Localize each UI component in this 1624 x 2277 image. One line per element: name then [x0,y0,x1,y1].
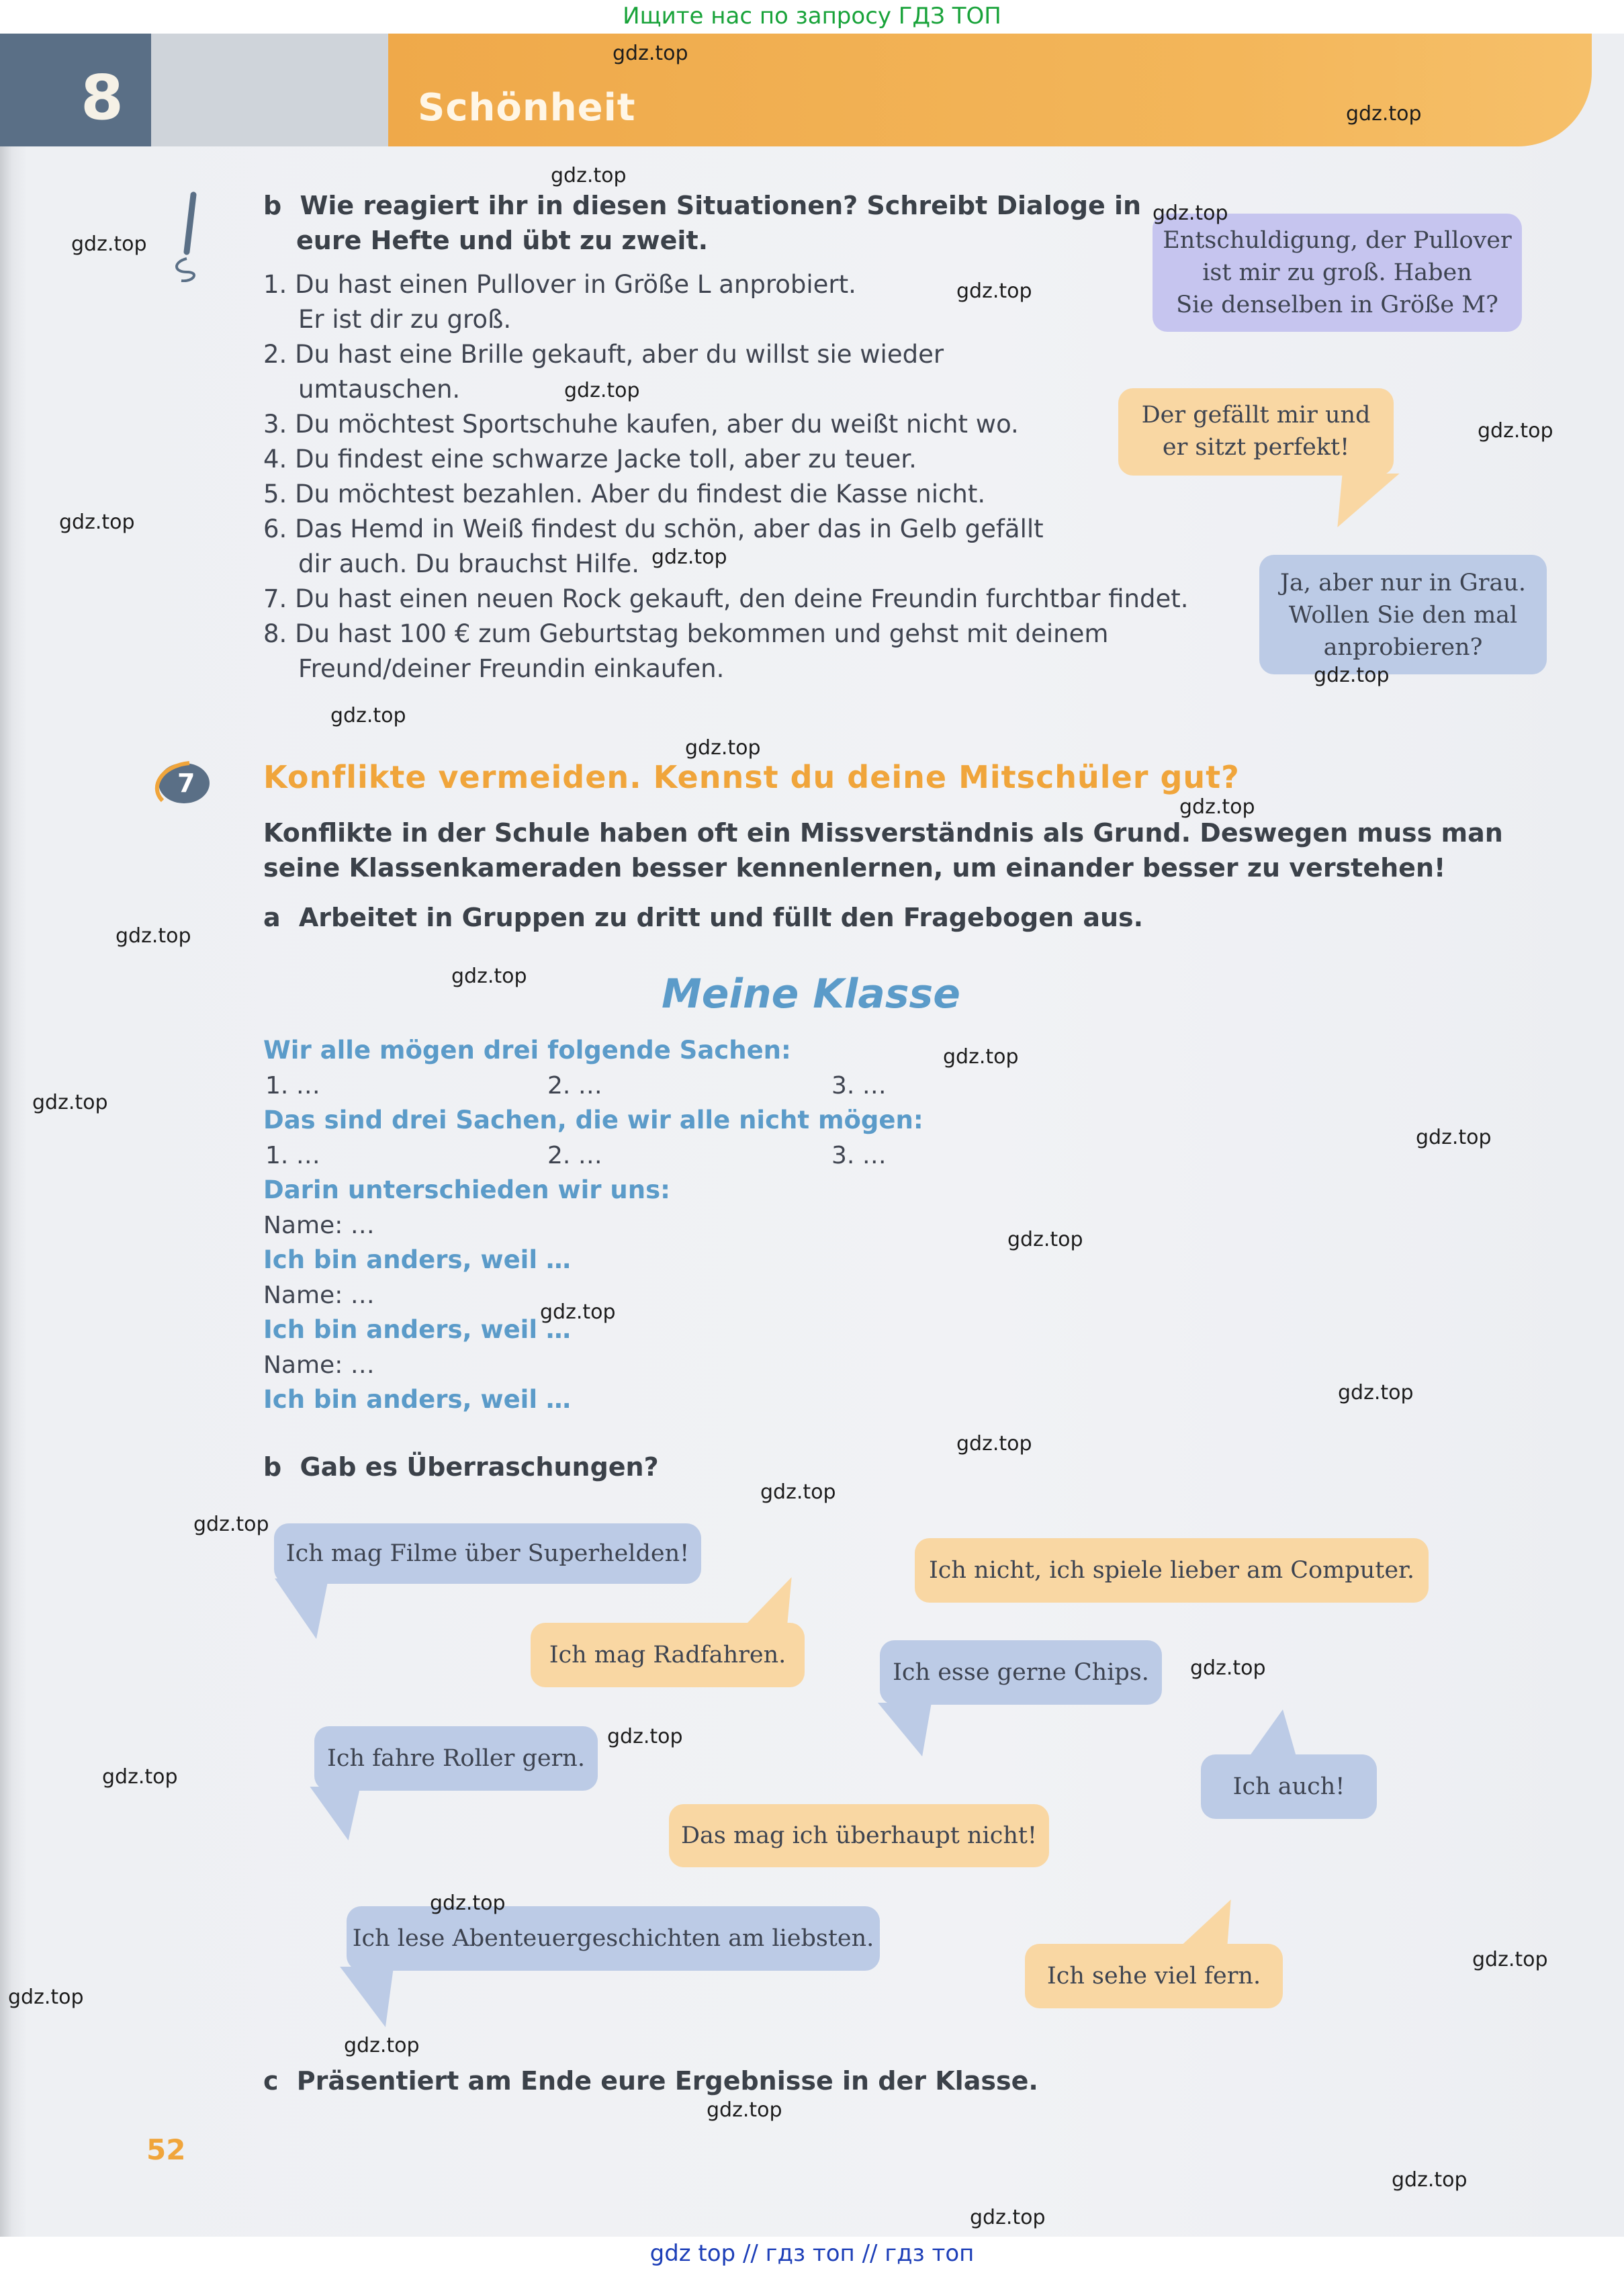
watermark-text: gdz.top [1153,202,1228,225]
task-b-heading-line1: Wie reagiert ihr in diesen Situationen? Schreibt Dialoge in [300,191,1142,220]
situation-item: 8. Du hast 100 € zum Geburtstag bekommen und gehst mit deinem [263,619,1109,648]
watermark-text: gdz.top [685,736,761,760]
watermark-text: gdz.top [970,2206,1046,2229]
form-question-likes: Wir alle mögen drei folgende Sachen: [263,1036,791,1065]
bubble-line: anprobieren? [1323,634,1483,661]
situation-item: dir auch. Du brauchst Hilfe. [298,549,639,578]
top-search-note[interactable]: Ищите нас по запросу ГДЗ ТОП [623,3,1001,30]
situation-item: 2. Du hast eine Brille gekauft, aber du willst sie wieder [263,340,944,369]
watermark-text: gdz.top [651,545,727,569]
form-slot: 2. … [547,1072,602,1100]
form-slot: 3. … [831,1142,887,1169]
watermark-text: gdz.top [1314,664,1390,687]
speech-bubble-me-too: Ich auch! [1201,1754,1377,1819]
task7-a-label: a [263,903,281,932]
situation-item: umtauschen. [298,375,461,404]
bubble-tail [1249,1709,1296,1756]
watermark-text: gdz.top [1190,1656,1266,1680]
watermark-text: gdz.top [1416,1126,1492,1149]
bubble-line: er sitzt perfekt! [1162,434,1350,461]
watermark-text: gdz.top [344,2034,420,2057]
form-slot: 3. … [831,1072,887,1100]
task7-intro-line1: Konflikte in der Schule haben oft ein Missverständnis als Grund. Deswegen muss man [263,818,1503,848]
form-question-differences: Darin unterschieden wir uns: [263,1175,670,1204]
task7-b-label: b [263,1452,282,1482]
watermark-text: gdz.top [760,1480,836,1504]
exclamation-icon [167,188,207,282]
dialog-bubble-fits [1118,388,1394,476]
watermark-text: gdz.top [1338,1381,1414,1404]
form-different-because: Ich bin anders, weil … [263,1385,571,1414]
bubble-line: Entschuldigung, der Pullover [1163,227,1512,254]
watermark-text: gdz.top [956,1432,1032,1456]
watermark-text: gdz.top [430,1891,506,1915]
speech-bubble-scooter: Ich fahre Roller gern. [314,1726,598,1791]
dialog-bubble-grey [1259,555,1547,674]
task-number-badge [149,760,214,809]
watermark-text: gdz.top [943,1045,1019,1069]
speech-bubble-tv: Ich sehe viel fern. [1025,1944,1283,2008]
speech-bubble-chips: Ich esse gerne Chips. [880,1640,1162,1705]
form-slot: 1. … [265,1142,320,1169]
bottom-search-note[interactable]: gdz top // гдз топ // гдз топ [649,2240,975,2267]
page-number: 52 [146,2133,186,2166]
speech-bubble-superheroes: Ich mag Filme über Superhelden! [274,1523,701,1584]
watermark-text: gdz.top [1392,2168,1468,2192]
unit-number-box [0,34,151,146]
header-grey-band [151,34,390,146]
situation-item: 6. Das Hemd in Weiß findest du schön, aber das in Gelb gefällt [263,515,1044,543]
watermark-text: gdz.top [1478,419,1553,443]
unit-title: Schönheit [418,86,636,130]
watermark-text: gdz.top [59,510,135,534]
watermark-text: gdz.top [540,1300,616,1324]
form-name-field: Name: … [263,1212,375,1239]
speech-bubble-adventure: Ich lese Abenteuergeschichten am liebsten. [347,1906,880,1971]
form-name-field: Name: … [263,1351,375,1379]
watermark-text: gdz.top [1179,795,1255,819]
bubble-line: Sie denselben in Größe M? [1176,292,1498,318]
form-question-dislikes: Das sind drei Sachen, die wir alle nicht mögen: [263,1106,923,1134]
watermark-text: gdz.top [451,965,527,988]
watermark-text: gdz.top [1346,102,1422,126]
situation-item: Freund/deiner Freundin einkaufen. [298,654,725,683]
watermark-text: gdz.top [1472,1948,1548,1971]
watermark-text: gdz.top [607,1725,683,1748]
bubble-line: Ja, aber nur in Grau. [1279,570,1526,596]
task7-title: Konflikte vermeiden. Kennst du deine Mitschüler gut? [263,759,1240,795]
watermark-text: gdz.top [116,924,191,948]
task7-c-text: Präsentiert am Ende eure Ergebnisse in der Klasse. [296,2066,1038,2096]
situation-item: 1. Du hast einen Pullover in Größe L anprobiert. [263,270,856,299]
situation-item: 7. Du hast einen neuen Rock gekauft, den deine Freundin furchtbar findet. [263,584,1189,613]
bubble-line: Wollen Sie den mal [1288,602,1518,629]
task7-b-text: Gab es Überraschungen? [300,1452,659,1482]
situation-item: Er ist dir zu groß. [298,305,512,334]
situation-item: 3. Du möchtest Sportschuhe kaufen, aber du weißt nicht wo. [263,410,1019,439]
task7-intro-line2: seine Klassenkameraden besser kennenlernen, um einander besser zu verstehen! [263,853,1446,883]
watermark-text: gdz.top [707,2098,782,2122]
speech-bubble-not-at-all: Das mag ich überhaupt nicht! [669,1804,1049,1867]
task-b-heading-line2: eure Hefte und übt zu zweit. [296,226,709,255]
task7-c-label: c [263,2066,279,2096]
watermark-text: gdz.top [193,1513,269,1536]
watermark-text: gdz.top [551,164,627,187]
speech-bubble-computer: Ich nicht, ich spiele lieber am Computer. [915,1538,1429,1603]
situation-item: 4. Du findest eine schwarze Jacke toll, aber zu teuer. [263,445,917,474]
watermark-text: gdz.top [564,379,640,402]
task-b-label: b [263,191,282,220]
watermark-text: gdz.top [32,1091,108,1114]
watermark-text: gdz.top [71,232,147,256]
form-title: Meine Klasse [662,971,960,1018]
watermark-text: gdz.top [330,704,406,727]
form-slot: 2. … [547,1142,602,1169]
form-different-because: Ich bin anders, weil … [263,1315,571,1344]
form-slot: 1. … [265,1072,320,1100]
form-different-because: Ich bin anders, weil … [263,1245,571,1274]
bubble-line: ist mir zu groß. Haben [1202,259,1472,286]
task-number: 7 [177,768,195,798]
watermark-text: gdz.top [102,1765,178,1789]
dialog-bubble-pullover [1153,214,1522,332]
watermark-text: gdz.top [613,42,688,65]
watermark-text: gdz.top [8,1985,84,2009]
watermark-text: gdz.top [1007,1228,1083,1251]
task7-a-text: Arbeitet in Gruppen zu dritt und füllt den Fragebogen aus. [298,903,1144,932]
situation-item: 5. Du möchtest bezahlen. Aber du findest die Kasse nicht. [263,480,986,508]
watermark-text: gdz.top [956,279,1032,303]
speech-bubble-cycling: Ich mag Radfahren. [531,1623,805,1687]
unit-number: 8 [81,62,124,134]
form-name-field: Name: … [263,1282,375,1309]
bubble-line: Der gefällt mir und [1141,402,1371,429]
